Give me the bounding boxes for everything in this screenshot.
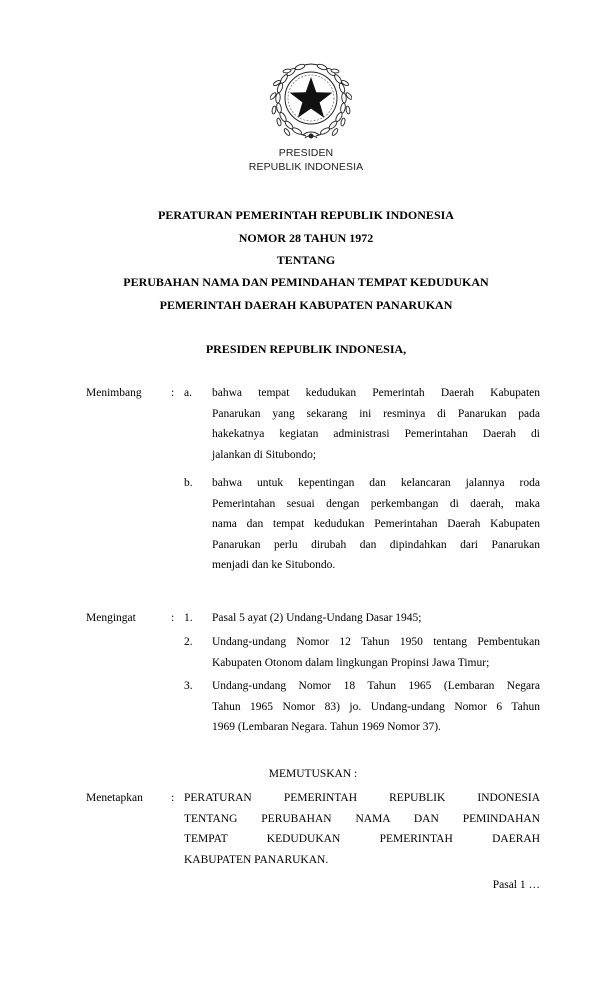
mengingat-item-3-marker: 3. (184, 680, 193, 692)
menimbang-item-a-marker: a. (184, 387, 192, 399)
mengingat-colon: : (171, 612, 175, 624)
title-line-4: PERUBAHAN NAMA DAN PEMINDAHAN TEMPAT KEDUDUKAN (123, 275, 489, 289)
menimbang-item-a-text: bahwa tempat kedudukan Pemerintah Daerah Kabupaten Panarukan yang sekarang ini resminya di Panarukan pada hakekatnya kegiatan administrasi Pemerintahan Daerah di jalankan di Situbondo; (212, 387, 540, 461)
menimbang-colon: : (171, 387, 175, 399)
title-line-3: TENTANG (276, 253, 336, 267)
menimbang-item-b-marker: b. (184, 477, 193, 489)
title-line-2: NOMOR 28 TAHUN 1972 (238, 231, 374, 245)
menimbang-item-b-text: bahwa untuk kepentingan dan kelancaran jalannya roda Pemerintahan sesuai dengan perkembangan di daerah, maka nama dan tempat kedudukan Pemerintahan Daerah Kabupaten Panarukan perlu dirubah dan dipindahkan dari Panarukan menjadi dan ke Situbondo. (212, 477, 540, 571)
mengingat-item-2-marker: 2. (184, 636, 193, 648)
next-page-reference: Pasal 1 … (492, 879, 540, 891)
mengingat-item-1-marker: 1. (184, 612, 193, 624)
header-republik-indonesia: REPUBLIK INDONESIA (248, 161, 364, 173)
mengingat-label: Mengingat (86, 612, 136, 624)
mengingat-item-1-text: Pasal 5 ayat (2) Undang-Undang Dasar 1945; (212, 612, 422, 624)
menimbang-label: Menimbang (86, 387, 142, 399)
presidential-emblem-icon (270, 58, 352, 142)
header-presiden: PRESIDEN (278, 147, 334, 159)
title-line-5: PEMERINTAH DAERAH KABUPATEN PANARUKAN (159, 298, 453, 312)
issuer-line: PRESIDEN REPUBLIK INDONESIA, (205, 342, 407, 356)
memutuskan-heading: MEMUTUSKAN : (268, 768, 358, 780)
menetapkan-label: Menetapkan (86, 792, 143, 804)
title-line-1: PERATURAN PEMERINTAH REPUBLIK INDONESIA (158, 208, 454, 222)
menetapkan-text: PERATURAN PEMERINTAH REPUBLIK INDONESIA TENTANG PERUBAHAN NAMA DAN PEMINDAHAN TEMPAT KEDUDUKAN PEMERINTAH DAERAH KABUPATEN PANARUKAN. (184, 792, 540, 866)
menetapkan-colon: : (171, 792, 175, 804)
mengingat-item-3-text: Undang-undang Nomor 18 Tahun 1965 (Lembaran Negara Tahun 1965 Nomor 83) jo. Undang-undang Nomor 6 Tahun 1969 (Lembaran Negara. Tahun 1969 Nomor 37). (212, 680, 540, 733)
mengingat-item-2-text: Undang-undang Nomor 12 Tahun 1950 tentang Pembentukan Kabupaten Otonom dalam lingkungan Propinsi Jawa Timur; (212, 636, 540, 669)
